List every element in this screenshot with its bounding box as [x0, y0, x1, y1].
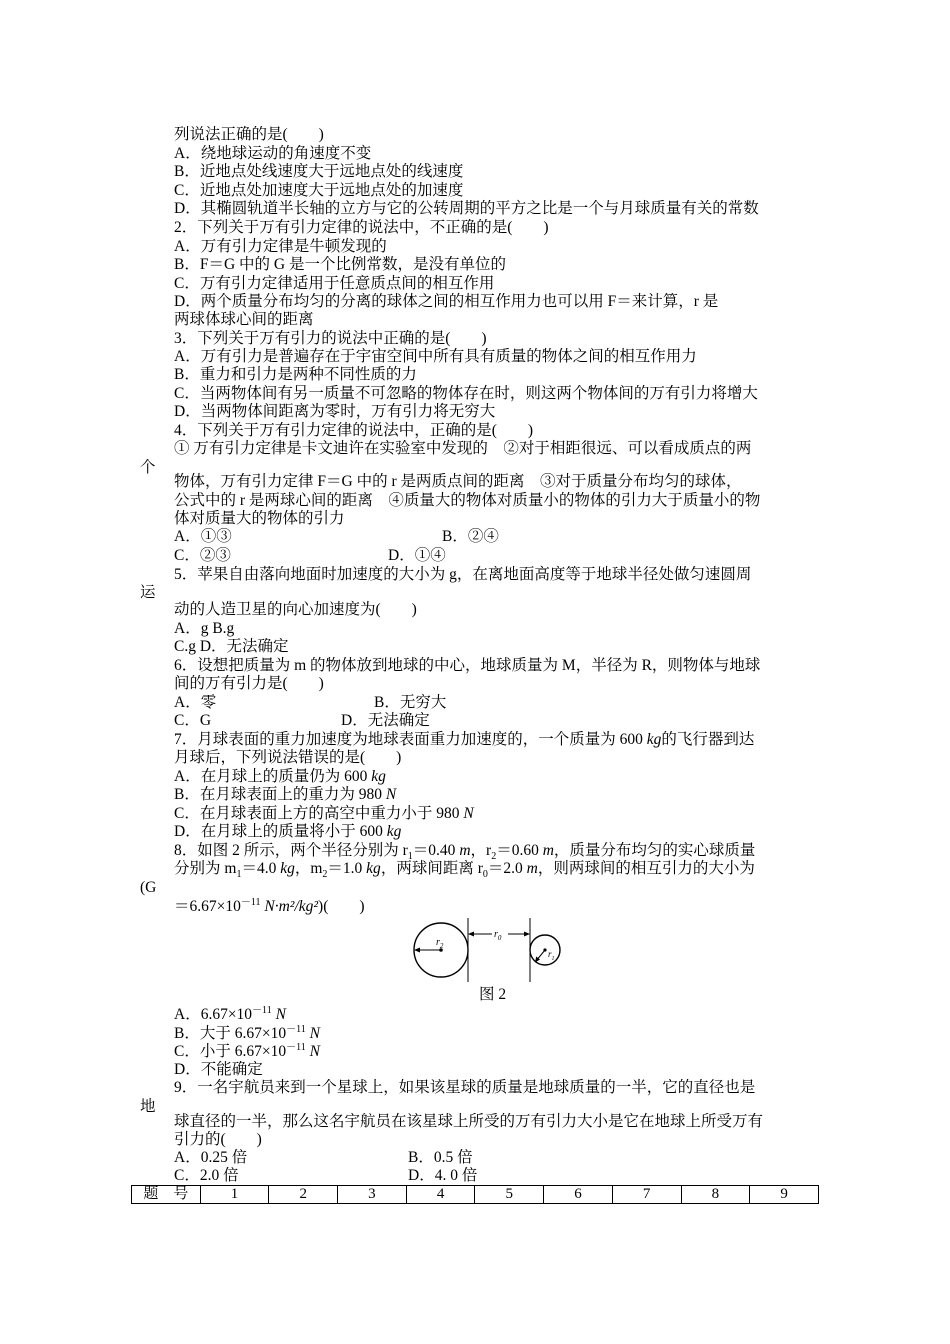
q4-option-a: A．①③	[174, 528, 232, 545]
label-r0: $r_0$	[494, 929, 502, 942]
q1-option-c: C．近地点处加速度大于远地点处的加速度	[174, 182, 464, 199]
q6-options-row-1	[174, 693, 819, 712]
q4-statement-2: 物体，万有引力定律 F＝G 中的 r 是两质点间的距离 ③对于质量分布均匀的球体，	[174, 473, 742, 490]
q9-options-row-2	[174, 1166, 819, 1185]
answer-col-3: 3	[338, 1186, 407, 1204]
q5-stem-cont: 动的人造卫星的向心加速度为( )	[174, 601, 417, 618]
q9-option-b: B．0.5 倍	[408, 1149, 473, 1166]
q5-stem: 5．苹果自由落向地面时加速度的大小为 g，在离地面高度等于地球半径处做匀速圆周	[174, 566, 752, 583]
q4-option-d: D．①④	[388, 547, 446, 564]
q6-option-c: C．G	[174, 712, 212, 729]
q4-stem: 4．下列关于万有引力定律的说法中，正确的是( )	[174, 422, 534, 439]
answer-col-4: 4	[406, 1186, 475, 1204]
q6-option-b: B．无穷大	[374, 694, 447, 711]
q4-statement-4: 体对质量大的物体的引力	[174, 510, 345, 527]
answer-table-label: 题 号	[132, 1186, 201, 1204]
q9-stem: 9．一名宇航员来到一个星球上，如果该星球的质量是地球质量的一半，它的直径也是	[174, 1079, 756, 1096]
q1-stem-tail: 列说法正确的是( )	[174, 126, 324, 143]
r0-arrowhead-right	[524, 932, 530, 937]
q4-options-row-1	[174, 527, 819, 546]
q9-stem-cont: 球直径的一半，那么这名宇航员在该星球上所受的万有引力大小是它在地球上所受万有	[174, 1113, 764, 1130]
q6-options-row-2	[174, 711, 819, 730]
answer-col-1: 1	[200, 1186, 269, 1204]
q4-options-row-2	[174, 546, 819, 565]
q9-stem-cont-2: 引力的( )	[174, 1131, 262, 1148]
answer-col-6: 6	[544, 1186, 613, 1204]
q1-option-a: A．绕地球运动的角速度不变	[174, 145, 372, 162]
figure-caption: 图 2	[479, 986, 507, 1003]
q2-option-c: C．万有引力定律适用于任意质点间的相互作用	[174, 275, 495, 292]
q9-options-row-1	[174, 1148, 819, 1167]
q1-option-d: D．其椭圆轨道半长轴的立方与它的公转周期的平方之比是一个与月球质量有关的常数	[174, 200, 759, 217]
q5-stem-wrap: 运	[140, 584, 156, 601]
q9-option-d: D．4. 0 倍	[408, 1167, 478, 1184]
large-radius-arrowhead	[414, 948, 420, 953]
q4-statement-wrap: 个	[140, 459, 156, 476]
q8-option-c: C．小于 $6.67\times 10^{-11}$ N	[174, 1041, 320, 1060]
q7-option-c: C．在月球表面上方的高空中重力小于 980 N	[174, 805, 474, 822]
q2-option-d: D．两个质量分布均匀的分离的球体之间的相互作用力也可以用 F＝来计算，r 是	[174, 293, 719, 310]
q2-option-b: B．F＝G 中的 G 是一个比例常数，是没有单位的	[174, 256, 506, 273]
q7-option-d: D．在月球上的质量将小于 600 kg	[174, 823, 402, 840]
q9-option-c: C．2.0 倍	[174, 1167, 239, 1184]
answer-table-header-row	[132, 1186, 819, 1204]
q8-constant: $=6.67\times 10^{-11}$ N·m²/kg²)( )	[174, 896, 365, 915]
label-r2: $r_2$	[436, 937, 444, 950]
q8-option-a: A．$6.67\times 10^{-11}$ N	[174, 1004, 286, 1023]
q2-option-a: A．万有引力定律是牛顿发现的	[174, 238, 387, 255]
q3-option-b: B．重力和引力是两种不同性质的力	[174, 366, 417, 383]
q7-option-a: A．在月球上的质量仍为 600 kg	[174, 768, 386, 785]
q2-stem: 2．下列关于万有引力定律的说法中，不正确的是( )	[174, 219, 549, 236]
q8-stem-cont: 分别为 $m_1=4.0$ kg，$m_2=1.0$ kg，两球间距离 $r_0=2.0$ m，则两球间的相互引力的大小为	[174, 860, 755, 881]
q7-stem-cont: 月球后，下列说法错误的是( )	[174, 749, 402, 766]
q4-option-c: C．②③	[174, 547, 231, 564]
q8-option-b: B．大于 $6.67\times 10^{-11}$ N	[174, 1023, 320, 1042]
r0-arrowhead-left	[468, 932, 474, 937]
q3-stem: 3．下列关于万有引力的说法中正确的是( )	[174, 330, 487, 347]
q6-option-a: A．零	[174, 694, 217, 711]
q3-option-d: D．当两物体间距离为零时，万有引力将无穷大	[174, 403, 496, 420]
q8-stem-wrap: (G	[140, 879, 157, 896]
answer-col-2: 2	[269, 1186, 338, 1204]
answer-table	[131, 1185, 819, 1204]
answer-col-8: 8	[681, 1186, 750, 1204]
q2-option-d-cont: 两球体球心间的距离	[174, 311, 314, 328]
q8-option-d: D．不能确定	[174, 1061, 263, 1078]
q9-option-a: A．0.25 倍	[174, 1149, 248, 1166]
q1-option-b: B．近地点处线速度大于远地点处的线速度	[174, 163, 464, 180]
q6-option-d: D．无法确定	[341, 712, 430, 729]
q6-stem-cont: 间的万有引力是( )	[174, 675, 324, 692]
label-r1: $r_1$	[548, 949, 555, 962]
two-spheres-figure	[412, 917, 562, 983]
answer-col-9: 9	[750, 1186, 819, 1204]
q3-option-c: C．当两物体间有另一质量不可忽略的物体存在时，则这两个物体间的万有引力将增大	[174, 385, 758, 402]
q4-statement-3: 公式中的 r 是两球心间的距离 ④质量大的物体对质量小的物体的引力大于质量小的物	[174, 492, 761, 509]
q5-options-cd: C.g D．无法确定	[174, 638, 289, 655]
q5-options-ab: A．g B.g	[174, 620, 235, 637]
q4-option-b: B．②④	[442, 528, 499, 545]
answer-col-7: 7	[612, 1186, 681, 1204]
q9-stem-wrap: 地	[140, 1098, 156, 1115]
q8-stem: 8．如图 2 所示，两个半径分别为 $r_1=0.40$ m，$r_2=0.60$ m，质量分布均匀的实心球质量	[174, 842, 756, 863]
q7-option-b: B．在月球表面上的重力为 980 N	[174, 786, 397, 803]
q4-statement-1: ① 万有引力定律是卡文迪许在实验室中发现的 ②对于相距很远、可以看成质点的两	[174, 440, 752, 457]
q6-stem: 6．设想把质量为 m 的物体放到地球的中心，地球质量为 M，半径为 R，则物体与地球	[174, 657, 761, 674]
q3-option-a: A．万有引力是普遍存在于宇宙空间中所有具有质量的物体之间的相互作用力	[174, 348, 697, 365]
q7-stem: 7．月球表面的重力加速度为地球表面重力加速度的，一个质量为 600 kg的飞行器到达	[174, 731, 755, 748]
answer-col-5: 5	[475, 1186, 544, 1204]
